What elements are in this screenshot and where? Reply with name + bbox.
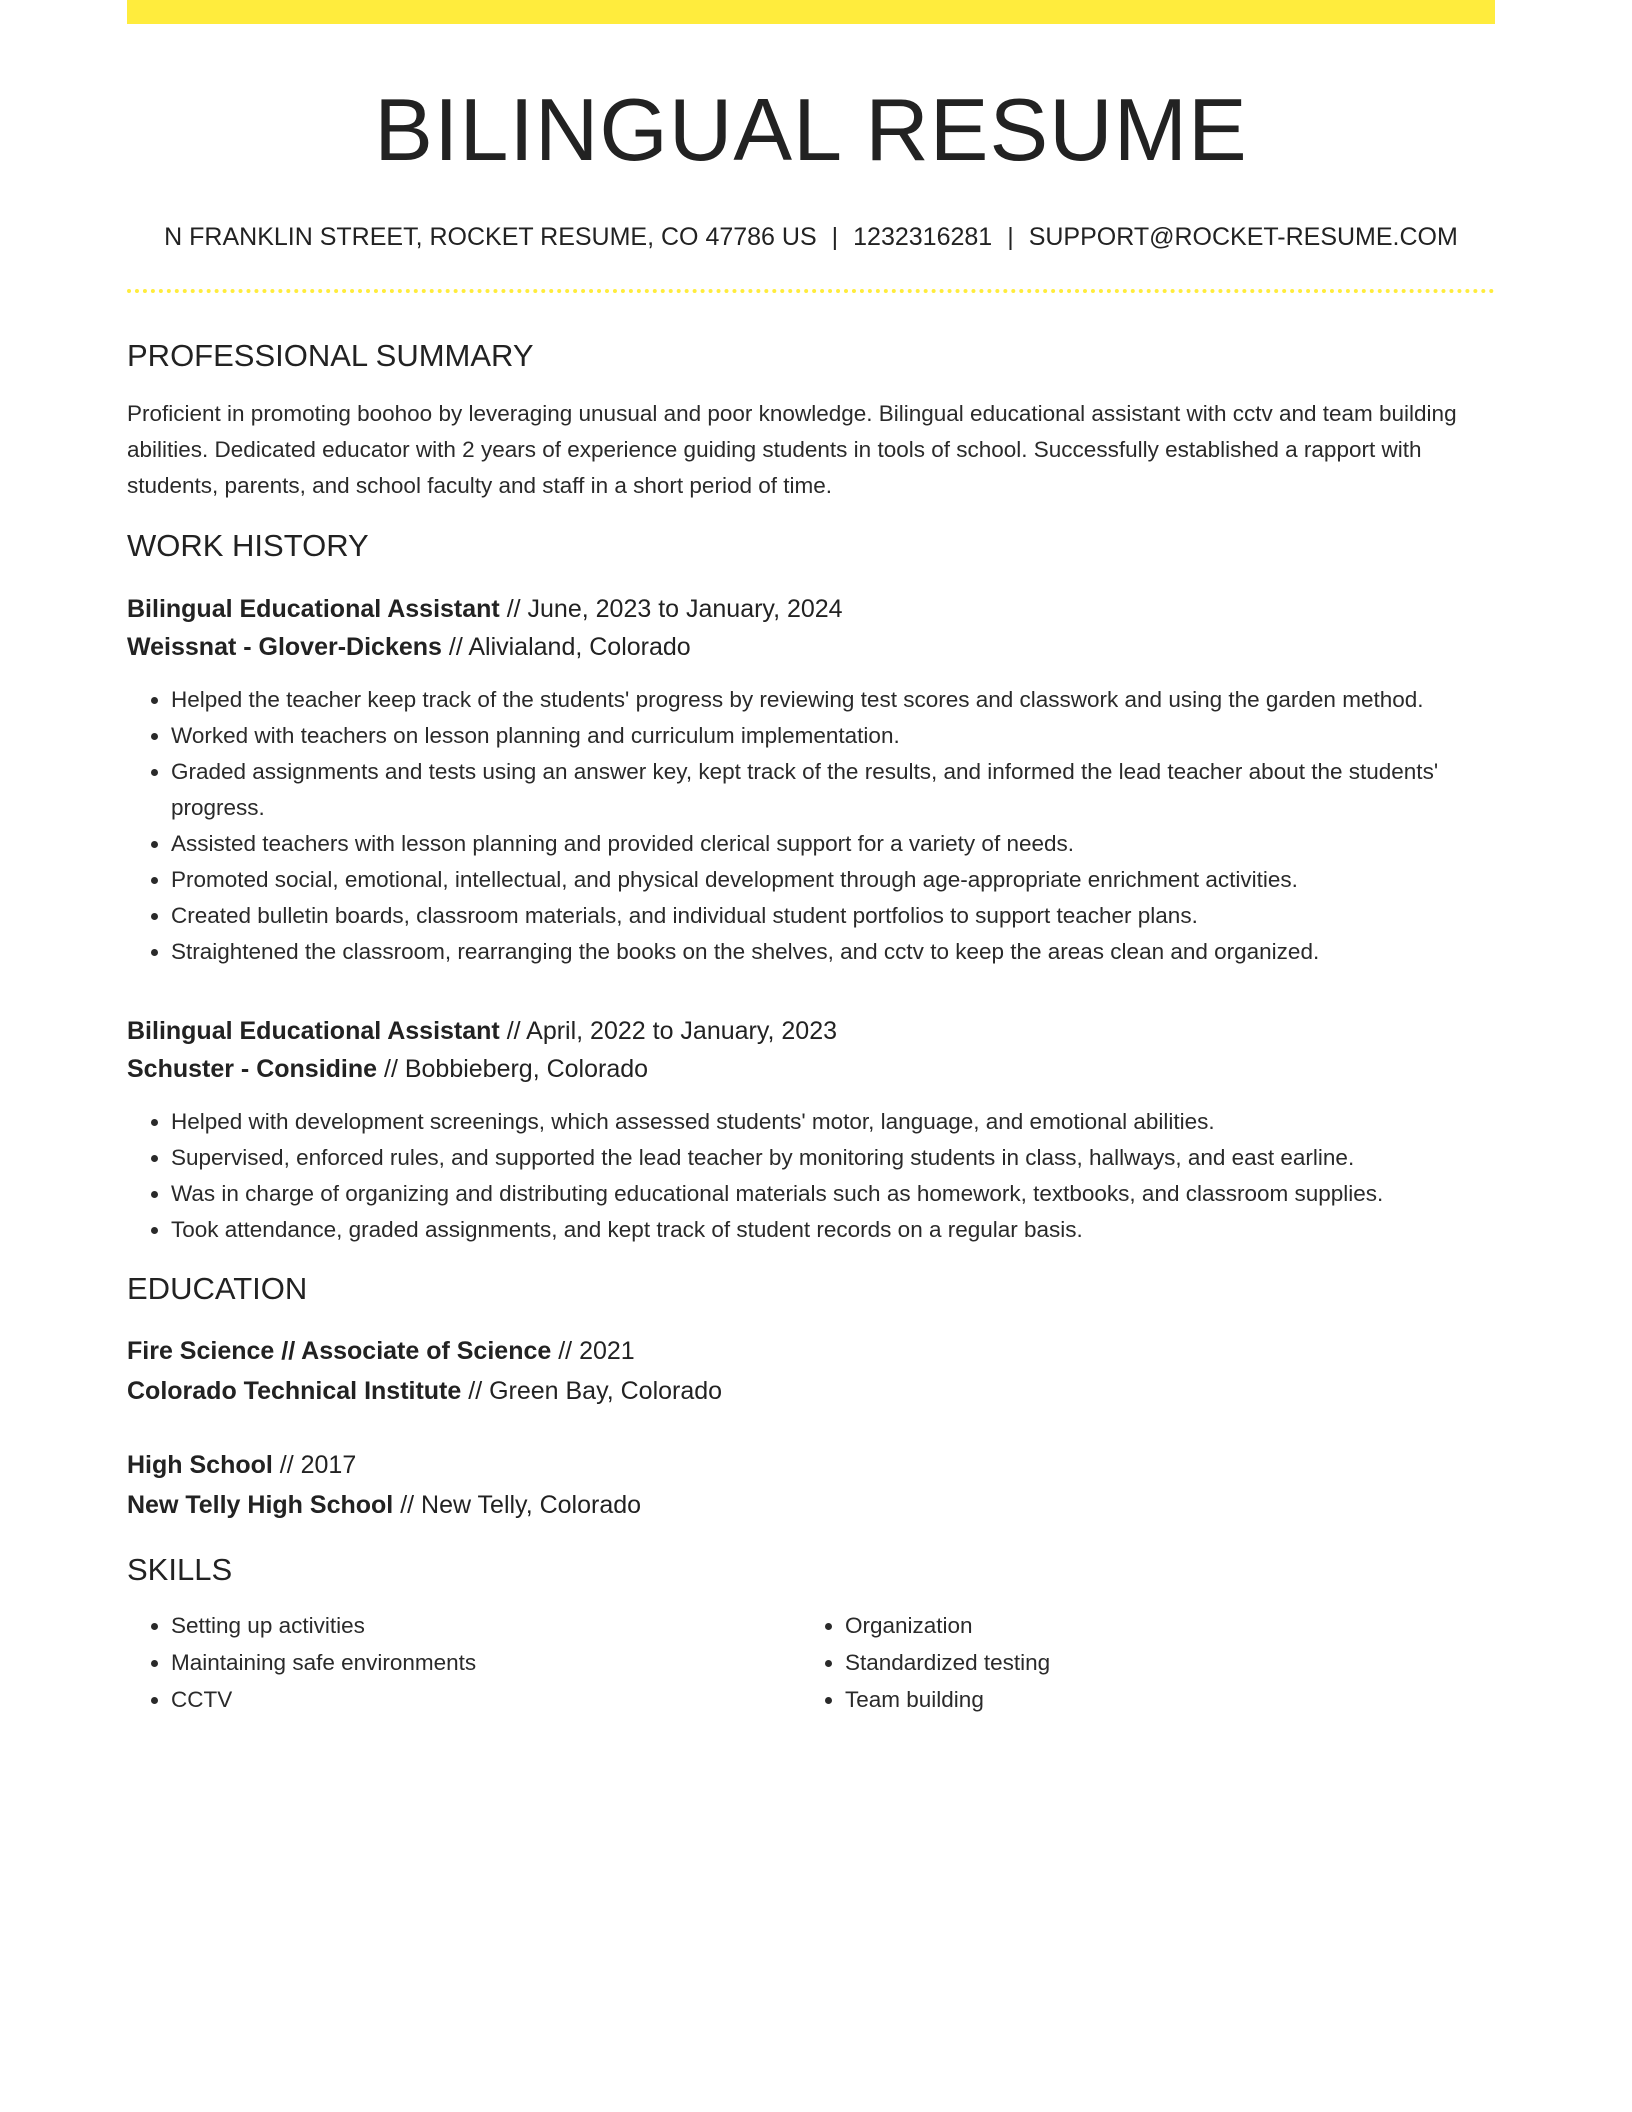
job-bullets	[127, 682, 1495, 970]
skills-heading: SKILLS	[127, 1552, 233, 1588]
list-item: • CCTV	[171, 1681, 801, 1718]
resume-page	[127, 0, 1495, 1718]
job-company: Schuster - Considine	[127, 1055, 378, 1084]
job-entry	[127, 590, 1495, 970]
job-role: Bilingual Educational Assistant	[127, 595, 500, 624]
job-role: Bilingual Educational Assistant	[127, 1017, 500, 1046]
list-item: • Promoted social, emotional, intellectual, and physical development through age-appropriate enrichment activities.	[171, 862, 1495, 898]
job-location: // Bobbieberg, Colorado	[377, 1055, 649, 1084]
list-item: • Helped the teacher keep track of the students' progress by reviewing test scores and classwork and using the garden method.	[171, 682, 1495, 718]
list-item: • Standardized testing	[845, 1644, 1475, 1681]
top-accent-bar	[127, 0, 1495, 24]
education-degree: High School	[127, 1451, 273, 1480]
job-company-line	[127, 1050, 1495, 1088]
education-degree-line	[127, 1445, 1495, 1485]
education-school: Colorado Technical Institute	[127, 1377, 462, 1406]
job-title-line	[127, 590, 1495, 628]
contact-separator: |	[1007, 222, 1014, 251]
education-entry	[127, 1331, 1495, 1411]
skills-column-right	[801, 1607, 1475, 1718]
list-item: • Was in charge of organizing and distributing educational materials such as homework, textbooks, and classroom supplies.	[171, 1176, 1495, 1212]
list-item: • Took attendance, graded assignments, and kept track of student records on a regular basis.	[171, 1212, 1495, 1248]
email: SUPPORT@ROCKET-RESUME.COM	[1028, 222, 1458, 251]
education-school-line	[127, 1485, 1495, 1525]
summary-text: Proficient in promoting boohoo by leveraging unusual and poor knowledge. Bilingual educational assistant with cctv and team building abilities. Dedicated educator with 2 years of experience guiding students in tools of school. Successfully established a rapport with students, parents, and school faculty and staff in a short period of time.	[127, 401, 1457, 499]
education-location: // New Telly, Colorado	[393, 1491, 642, 1520]
list-item: • Setting up activities	[171, 1607, 801, 1644]
contact-separator: |	[831, 222, 839, 251]
page-title: BILINGUAL RESUME	[374, 80, 1248, 179]
job-dates: // April, 2022 to January, 2023	[499, 1017, 838, 1046]
list-item: • Supervised, enforced rules, and supported the lead teacher by monitoring students in class, hallways, and east earline.	[171, 1140, 1495, 1176]
list-item: • Assisted teachers with lesson planning and provided clerical support for a variety of needs.	[171, 826, 1495, 862]
phone: 1232316281	[853, 222, 993, 251]
list-item: • Maintaining safe environments	[171, 1644, 801, 1681]
job-dates: // June, 2023 to January, 2024	[499, 595, 843, 624]
job-title-line	[127, 1012, 1495, 1050]
education-year: // 2021	[551, 1337, 635, 1366]
education-school-line	[127, 1371, 1495, 1411]
address: N FRANKLIN STREET, ROCKET RESUME, CO 47786 US	[164, 222, 817, 251]
job-bullets	[127, 1104, 1495, 1248]
skills-list	[127, 1607, 1495, 1718]
skills-column-left	[127, 1607, 801, 1718]
job-entry	[127, 1012, 1495, 1248]
list-item: • Graded assignments and tests using an answer key, kept track of the results, and informed the lead teacher about the students' progress.	[171, 754, 1495, 826]
education-year: // 2017	[272, 1451, 357, 1480]
job-location: // Alivialand, Colorado	[441, 633, 691, 662]
education-school: New Telly High School	[127, 1491, 394, 1520]
dotted-divider	[127, 289, 1495, 293]
list-item: • Team building	[845, 1681, 1475, 1718]
list-item: • Created bulletin boards, classroom materials, and individual student portfolios to support teacher plans.	[171, 898, 1495, 934]
education-entry	[127, 1445, 1495, 1525]
list-item: • Helped with development screenings, which assessed students' motor, language, and emotional abilities.	[171, 1104, 1495, 1140]
education-heading: EDUCATION	[127, 1271, 308, 1307]
job-company-line	[127, 628, 1495, 666]
education-degree: Fire Science // Associate of Science	[127, 1337, 552, 1366]
contact-line	[127, 221, 1495, 254]
work-history-heading: WORK HISTORY	[127, 527, 369, 563]
education-degree-line	[127, 1331, 1495, 1371]
education-location: // Green Bay, Colorado	[461, 1377, 723, 1406]
list-item: • Organization	[845, 1607, 1475, 1644]
list-item: • Worked with teachers on lesson planning and curriculum implementation.	[171, 718, 1495, 754]
summary-heading: PROFESSIONAL SUMMARY	[127, 338, 534, 374]
list-item: • Straightened the classroom, rearranging the books on the shelves, and cctv to keep the areas clean and organized.	[171, 934, 1495, 970]
job-company: Weissnat - Glover-Dickens	[127, 633, 442, 662]
